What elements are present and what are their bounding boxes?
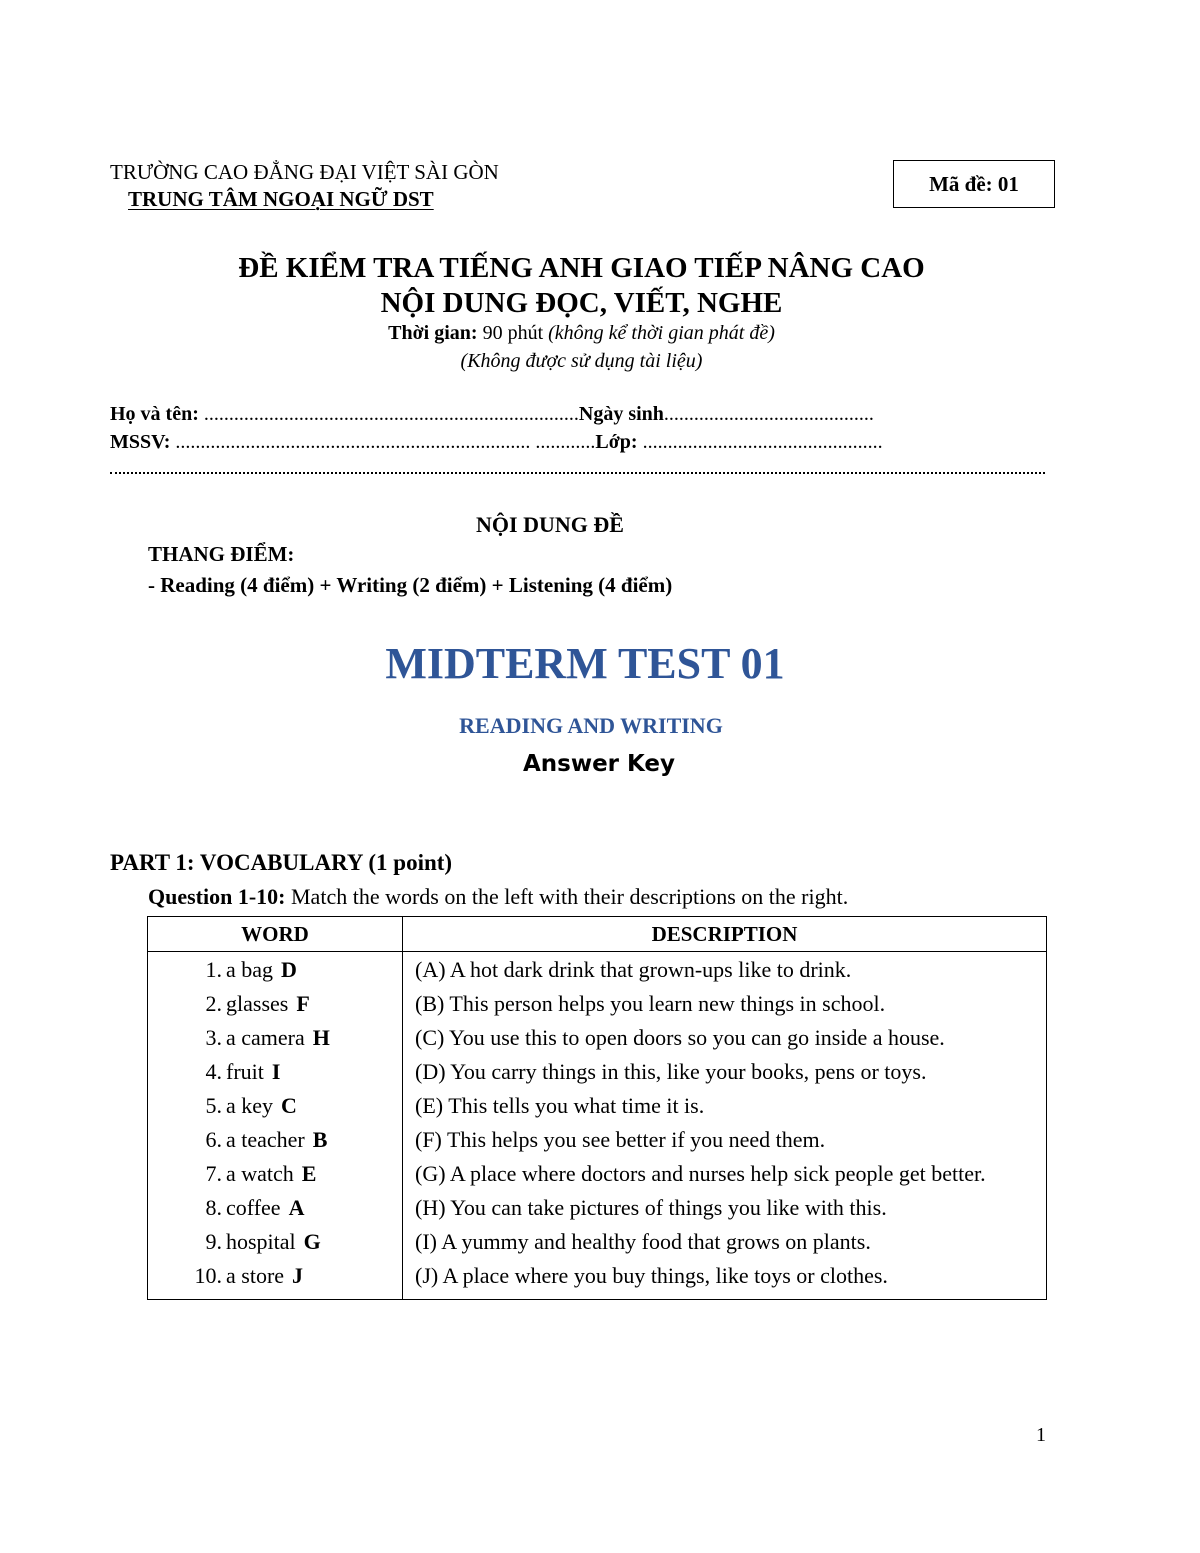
word-answer: I — [271, 1059, 281, 1084]
word-text: fruit — [226, 1059, 264, 1084]
word-list — [148, 952, 402, 1293]
exam-time — [0, 322, 1163, 345]
name-row — [110, 403, 874, 426]
word-number: 3. — [205, 1025, 222, 1050]
word-item — [148, 953, 402, 987]
word-text: a store — [226, 1263, 285, 1288]
time-value: 90 phút — [477, 322, 549, 344]
school-name: TRƯỜNG CAO ĐẲNG ĐẠI VIỆT SÀI GÒN — [110, 160, 499, 184]
word-answer: H — [312, 1025, 330, 1050]
question-text: Match the words on the left with their descriptions on the right. — [285, 884, 849, 909]
class-blank: ................................................ — [637, 431, 883, 453]
word-answer: G — [303, 1229, 321, 1254]
dotted-separator — [110, 458, 1045, 474]
word-item — [148, 1259, 402, 1293]
description-item: (F) This helps you see better if you need them. — [415, 1127, 826, 1152]
description-item: (H) You can take pictures of things you like with this. — [415, 1195, 887, 1220]
section-title: READING AND WRITING — [459, 713, 723, 738]
word-number: 10. — [194, 1263, 222, 1288]
word-text: a key — [226, 1093, 274, 1118]
word-text: a teacher — [226, 1127, 305, 1152]
description-item: (B) This person helps you learn new things in school. — [415, 991, 886, 1016]
word-item — [148, 1089, 402, 1123]
content-title: NỘI DUNG ĐỀ — [476, 512, 624, 537]
table-header-row — [148, 917, 1047, 952]
id-row — [110, 431, 883, 454]
score-scale-detail: - Reading (4 điểm) + Writing (2 điểm) + Listening (4 điểm) — [148, 573, 673, 597]
word-answer: B — [312, 1127, 328, 1152]
word-number: 1. — [205, 957, 222, 982]
description-item: (G) A place where doctors and nurses help sick people get better. — [415, 1161, 986, 1186]
word-answer: A — [288, 1195, 305, 1220]
word-number: 7. — [205, 1161, 222, 1186]
word-text: a watch — [226, 1161, 294, 1186]
exam-code: Mã đề: 01 — [929, 171, 1019, 196]
word-answer: F — [296, 991, 310, 1016]
word-number: 4. — [205, 1059, 222, 1084]
student-id-blank: ....................................................................... ............ — [170, 431, 596, 453]
word-text: glasses — [226, 991, 289, 1016]
description-item: (J) A place where you buy things, like toys or clothes. — [415, 1263, 888, 1288]
name-label: Họ và tên: — [110, 403, 199, 425]
word-item — [148, 1191, 402, 1225]
student-id-label: MSSV: — [110, 431, 171, 453]
word-answer: C — [281, 1093, 297, 1118]
question-instruction — [148, 884, 848, 910]
dob-blank: .......................................... — [663, 403, 874, 425]
exam-title-line1: ĐỀ KIỂM TRA TIẾNG ANH GIAO TIẾP NÂNG CAO — [238, 252, 925, 284]
time-label: Thời gian: — [388, 322, 478, 344]
word-answer: J — [292, 1263, 304, 1288]
word-number: 2. — [205, 991, 222, 1016]
word-cell — [148, 952, 403, 1300]
word-item — [148, 1225, 402, 1259]
table-body-row — [148, 952, 1047, 1300]
word-item — [148, 1055, 402, 1089]
word-number: 5. — [205, 1093, 222, 1118]
score-scale-label: THANG ĐIỂM: — [148, 542, 295, 566]
exam-code-box — [893, 160, 1055, 208]
word-number: 9. — [205, 1229, 222, 1254]
description-item: (A) A hot dark drink that grown-ups like to drink. — [415, 957, 852, 982]
no-documents-note: (Không được sử dụng tài liệu) — [460, 350, 703, 372]
word-answer: E — [301, 1161, 317, 1186]
word-column-header: WORD — [148, 917, 403, 952]
word-number: 8. — [205, 1195, 222, 1220]
word-text: coffee — [226, 1195, 281, 1220]
page-number: 1 — [1036, 1424, 1046, 1446]
description-item: (E) This tells you what time it is. — [415, 1093, 705, 1118]
description-column-header: DESCRIPTION — [403, 917, 1047, 952]
part1-title: PART 1: VOCABULARY (1 point) — [110, 850, 453, 875]
class-label: Lớp: — [595, 431, 638, 453]
test-title: MIDTERM TEST 01 — [385, 639, 785, 688]
word-text: a camera — [226, 1025, 305, 1050]
word-answer: D — [281, 957, 297, 982]
word-text: a bag — [226, 957, 274, 982]
word-number: 6. — [205, 1127, 222, 1152]
description-list — [403, 952, 1046, 1299]
answer-key-label: Answer Key — [522, 751, 676, 777]
word-text: hospital — [226, 1229, 296, 1254]
word-item — [148, 987, 402, 1021]
question-label: Question 1-10: — [148, 884, 286, 909]
exam-title-line2: NỘI DUNG ĐỌC, VIẾT, NGHE — [380, 287, 783, 319]
description-item: (I) A yummy and healthy food that grows on plants. — [415, 1229, 871, 1254]
time-note: (không kể thời gian phát đề) — [548, 322, 775, 344]
description-item: (C) You use this to open doors so you can go inside a house. — [415, 1025, 945, 1050]
description-cell — [403, 952, 1047, 1300]
name-blank: ........................................................................... — [198, 403, 579, 425]
word-item — [148, 1123, 402, 1157]
vocabulary-table — [147, 916, 1047, 1300]
description-item: (D) You carry things in this, like your books, pens or toys. — [415, 1059, 927, 1084]
center-name: TRUNG TÂM NGOẠI NGỮ DST — [128, 187, 434, 211]
dob-label: Ngày sinh — [578, 403, 664, 425]
word-item — [148, 1021, 402, 1055]
word-item — [148, 1157, 402, 1191]
